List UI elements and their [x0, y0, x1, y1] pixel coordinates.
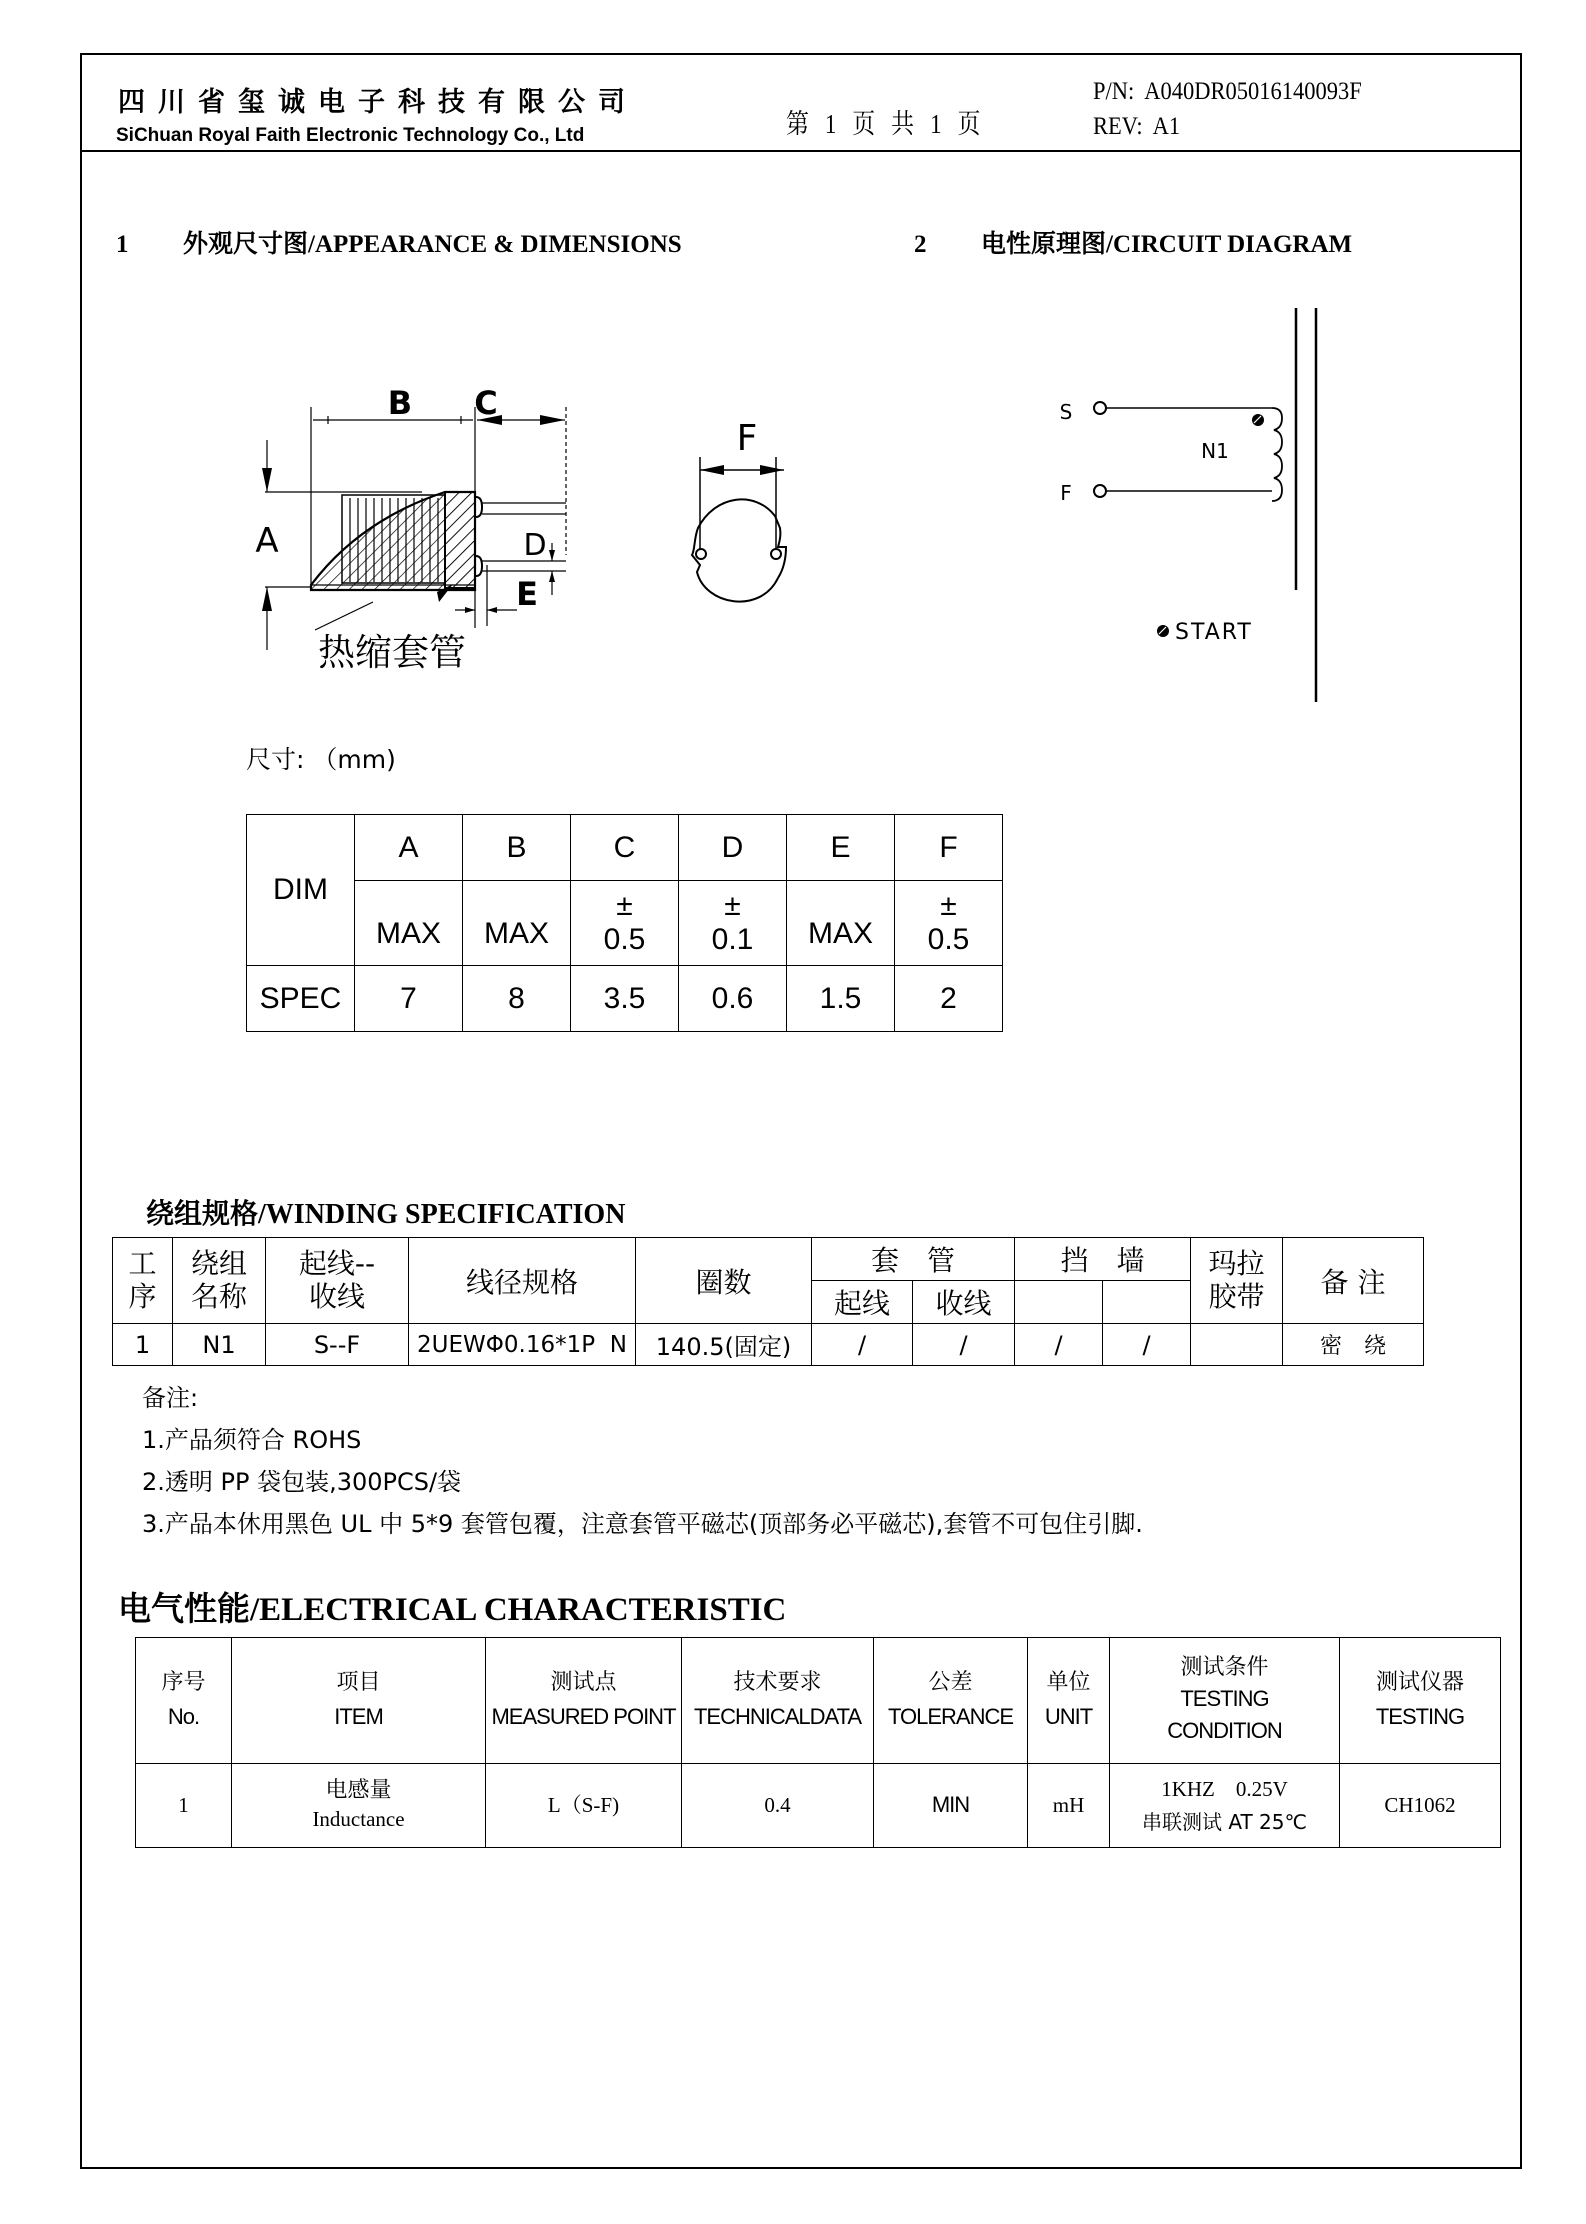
- circuit-diagram: [1020, 300, 1350, 720]
- label-e: E: [516, 575, 538, 613]
- revision-value: A1: [1152, 113, 1181, 140]
- header-step: 工 序: [113, 1238, 173, 1324]
- pin-hole: [696, 549, 706, 559]
- header-testing-condition: 测试条件 TESTING CONDITION: [1110, 1638, 1340, 1764]
- terminal-f-label: F: [1060, 481, 1072, 505]
- section-title-cn: 绕组规格: [146, 1197, 259, 1230]
- section-number: 1: [116, 231, 129, 258]
- header-wall-1: [1015, 1281, 1103, 1324]
- cell-sleeve-start: /: [812, 1324, 913, 1366]
- dim-tolerance-b: MAX: [463, 881, 571, 966]
- table-row: [113, 1324, 1424, 1366]
- spec-row-header: SPEC: [247, 966, 355, 1032]
- cell-turns: 140.5(固定): [636, 1324, 812, 1366]
- header-measured-point: 测试点 MEASURED POINT: [486, 1638, 682, 1764]
- note-item: 1.产品须符合 ROHS: [142, 1426, 362, 1454]
- dim-tolerance-f: ± 0.5: [895, 881, 1003, 966]
- start-dot: [1252, 414, 1264, 426]
- spec-d: 0.6: [679, 966, 787, 1032]
- dim-row-header: DIM: [247, 815, 355, 966]
- cell-testing-condition: 1KHZ 0.25V 串联测试 AT 25℃: [1110, 1764, 1340, 1848]
- header-technical-data: 技术要求 TECHNICALDATA: [682, 1638, 874, 1764]
- header-tape: 玛拉 胶带: [1191, 1238, 1283, 1324]
- dim-column-c: C: [571, 815, 679, 881]
- header-start-finish: 起线-- 收线: [266, 1238, 409, 1324]
- part-number-label: P/N:: [1093, 78, 1135, 105]
- winding-coil: [1272, 408, 1282, 501]
- electrical-section-title: [118, 1583, 786, 1630]
- appearance-bottom-drawing: [680, 410, 820, 610]
- header-divider: [80, 150, 1522, 152]
- header-sleeve-start: 起线: [812, 1281, 913, 1324]
- header-unit: 单位 UNIT: [1028, 1638, 1110, 1764]
- cell-tape: [1191, 1324, 1283, 1366]
- header-wall-2: [1103, 1281, 1191, 1324]
- section-number: 2: [914, 231, 927, 258]
- cell-item: 电感量 Inductance: [232, 1764, 486, 1848]
- section-title-cn: 电气性能: [118, 1589, 250, 1628]
- note-item: 2.透明 PP 袋包装,300PCS/袋: [142, 1468, 462, 1496]
- label-d: D: [523, 528, 547, 563]
- header-tolerance: 公差 TOLERANCE: [874, 1638, 1028, 1764]
- notes-label: 备注:: [142, 1384, 199, 1412]
- cell-testing-instrument: CH1062: [1340, 1764, 1501, 1848]
- cell-remark: 密 绕: [1283, 1324, 1424, 1366]
- header-sleeve-finish: 收线: [913, 1281, 1015, 1324]
- page-indicator: 第 1 页 共 1 页: [786, 109, 986, 139]
- winding-section-title: [146, 1192, 625, 1232]
- dim-tolerance-a: MAX: [355, 881, 463, 966]
- circuit-section-title: [914, 224, 1352, 260]
- label-f: F: [736, 418, 758, 459]
- header-no: 序号 No.: [136, 1638, 232, 1764]
- winding-label: N1: [1201, 439, 1229, 463]
- start-dot-icon: [1157, 625, 1169, 637]
- part-number: [1093, 78, 1362, 106]
- cell-winding-name: N1: [173, 1324, 266, 1366]
- cell-wire-spec: 2UEWΦ0.16*1P N: [409, 1324, 636, 1366]
- dim-tolerance-d: ± 0.1: [679, 881, 787, 966]
- section-title-en: /APPEARANCE & DIMENSIONS: [308, 231, 682, 258]
- cell-technical-data: 0.4: [682, 1764, 874, 1848]
- header-sleeve: 套 管: [812, 1238, 1015, 1281]
- spec-a: 7: [355, 966, 463, 1032]
- spec-f: 2: [895, 966, 1003, 1032]
- cell-tolerance: MIN: [874, 1764, 1028, 1848]
- cell-unit: mH: [1028, 1764, 1110, 1848]
- part-number-value: A040DR05016140093F: [1144, 78, 1362, 105]
- section-title-en: /ELECTRICAL CHARACTERISTIC: [250, 1592, 787, 1628]
- cell-sleeve-finish: /: [913, 1324, 1015, 1366]
- label-a: A: [255, 521, 279, 561]
- cell-wall-2: /: [1103, 1324, 1191, 1366]
- section-title-en: /WINDING SPECIFICATION: [258, 1199, 626, 1230]
- company-name-cn: 四川省玺诚电子科技有限公司: [118, 87, 638, 118]
- terminal-f: [1094, 485, 1106, 497]
- header-item: 项目 ITEM: [232, 1638, 486, 1764]
- spec-e: 1.5: [787, 966, 895, 1032]
- cell-wall-1: /: [1015, 1324, 1103, 1366]
- cell-start-finish: S--F: [266, 1324, 409, 1366]
- dim-tolerance-c: ± 0.5: [571, 881, 679, 966]
- revision-label: REV:: [1093, 113, 1143, 140]
- cell-measured-point: L（S-F): [486, 1764, 682, 1848]
- units-label: 尺寸: （mm): [246, 745, 396, 774]
- header-remark: 备 注: [1283, 1238, 1424, 1324]
- header-winding-name: 绕组 名称: [173, 1238, 266, 1324]
- start-marker-label: START: [1175, 620, 1253, 645]
- dim-column-a: A: [355, 815, 463, 881]
- cell-step: 1: [113, 1324, 173, 1366]
- dim-column-b: B: [463, 815, 571, 881]
- winding-table: [112, 1237, 1424, 1366]
- note-item: 3.产品本休用黑色 UL 中 5*9 套管包覆，注意套管平磁芯(顶部务必平磁芯),套管不可包住引脚.: [142, 1510, 1143, 1538]
- table-row: [136, 1764, 1501, 1848]
- section-title-en: /CIRCUIT DIAGRAM: [1106, 231, 1353, 258]
- heat-shrink-label: 热缩套管: [318, 631, 466, 674]
- label-b: B: [387, 384, 413, 422]
- cell-no: 1: [136, 1764, 232, 1848]
- dim-column-f: F: [895, 815, 1003, 881]
- header-wall: 挡 墙: [1015, 1238, 1191, 1281]
- revision: [1093, 113, 1180, 141]
- spec-b: 8: [463, 966, 571, 1032]
- dim-column-d: D: [679, 815, 787, 881]
- company-name-en: SiChuan Royal Faith Electronic Technology Co., Ltd: [116, 125, 585, 146]
- terminal-s: [1094, 402, 1106, 414]
- section-title-cn: 外观尺寸图: [183, 229, 309, 258]
- spec-c: 3.5: [571, 966, 679, 1032]
- pin-hole: [771, 549, 781, 559]
- dim-column-e: E: [787, 815, 895, 881]
- section-title-cn: 电性原理图: [981, 229, 1107, 258]
- header-turns: 圈数: [636, 1238, 812, 1324]
- electrical-table: [135, 1637, 1501, 1848]
- header-testing-instrument: 测试仪器 TESTING: [1340, 1638, 1501, 1764]
- terminal-s-label: S: [1059, 400, 1073, 424]
- appearance-section-title: [116, 224, 682, 260]
- dimensions-table: [246, 814, 1003, 1032]
- label-c: C: [474, 384, 498, 422]
- header-wire-spec: 线径规格: [409, 1238, 636, 1324]
- dim-tolerance-e: MAX: [787, 881, 895, 966]
